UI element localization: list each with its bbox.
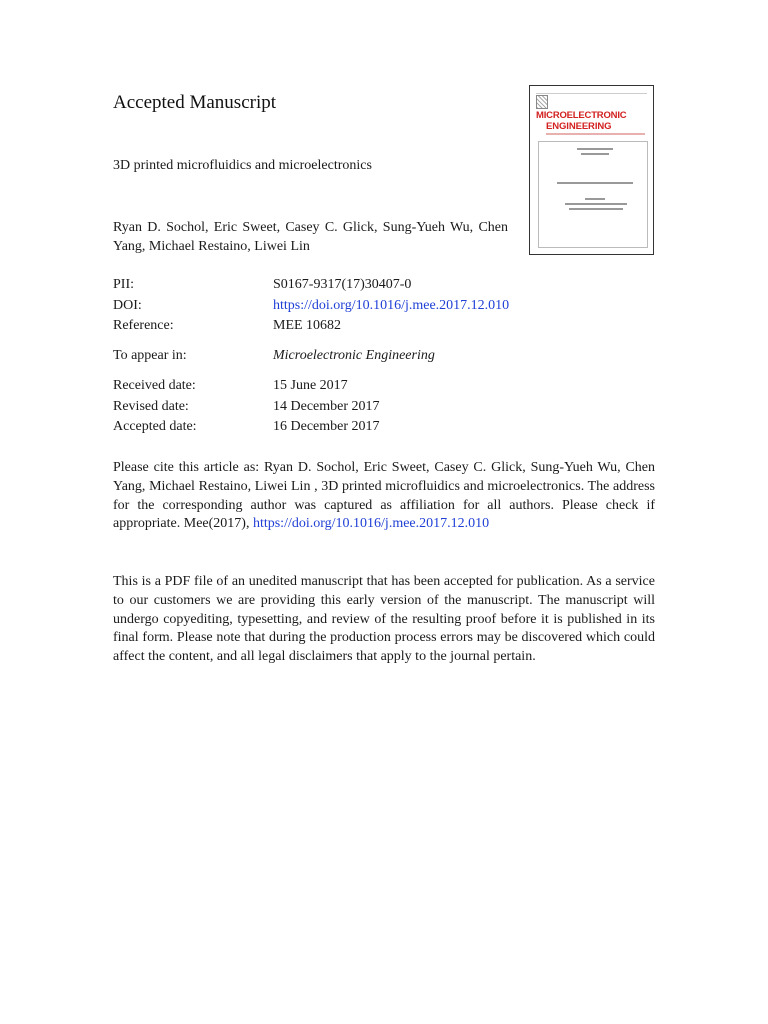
meta-label: To appear in:	[113, 348, 187, 363]
cover-subtitle-rule	[546, 133, 645, 135]
cover-text-line	[557, 182, 633, 184]
meta-value: 15 June 2017	[273, 378, 348, 393]
article-title: 3D printed microfluidics and microelectronics	[113, 158, 372, 173]
cover-text-line	[565, 203, 627, 205]
meta-label: DOI:	[113, 297, 142, 313]
meta-value: MEE 10682	[273, 318, 342, 333]
citation-paragraph	[113, 459, 655, 534]
cover-journal-title-line2: ENGINEERING	[546, 121, 612, 132]
publisher-logo-icon	[536, 95, 548, 109]
cover-journal-title-line1: MICROELECTRONIC	[536, 110, 627, 121]
meta-value: 14 December 2017	[273, 398, 380, 414]
cover-text-line	[581, 153, 609, 155]
cover-text-line	[585, 198, 605, 200]
meta-value: S0167-9317(17)30407-0	[273, 277, 412, 292]
meta-label: Accepted date:	[113, 419, 197, 434]
doi-link[interactable]: https://doi.org/10.1016/j.mee.2017.12.010	[273, 297, 510, 313]
citation-doi-link[interactable]: https://doi.org/10.1016/j.mee.2017.12.010	[252, 516, 490, 532]
disclaimer-paragraph: This is a PDF file of an unedited manuscript that has been accepted for publication. As a service to our customers we are providing this early version of the manuscript. The manuscript will undergo copyediting, typesetting, and review of the resulting proof before it is published in its final form. Please note that during the production process errors may be discovered which could affect the content, and all legal disclaimers that apply to the journal pertain.	[113, 574, 655, 665]
cover-top-rule	[536, 90, 647, 94]
cover-text-line	[577, 148, 613, 150]
meta-value: 16 December 2017	[273, 419, 380, 434]
citation-text: Please cite this article as: Ryan D. Sochol, Eric Sweet, Casey C. Glick, Sung-Yueh Wu, Chen Yang, Michael Restaino, Liwei Lin , 3D printed microfluidics and microelectronics. The address for the corresponding author was captured as affiliation for all authors. Please check if appropriate. Mee(2017),	[113, 460, 655, 532]
page-heading: Accepted Manuscript	[113, 92, 277, 113]
journal-cover-image	[529, 85, 654, 255]
meta-label: Revised date:	[113, 398, 189, 414]
cover-content-box	[538, 141, 648, 248]
author-list: Ryan D. Sochol, Eric Sweet, Casey C. Glick, Sung-Yueh Wu, Chen Yang, Michael Restaino, Liwei Lin	[113, 220, 508, 254]
meta-label: PII:	[113, 277, 134, 292]
cover-text-line	[569, 208, 623, 210]
meta-label: Received date:	[113, 378, 196, 393]
journal-name: Microelectronic Engineering	[273, 348, 435, 363]
meta-label: Reference:	[113, 318, 174, 333]
